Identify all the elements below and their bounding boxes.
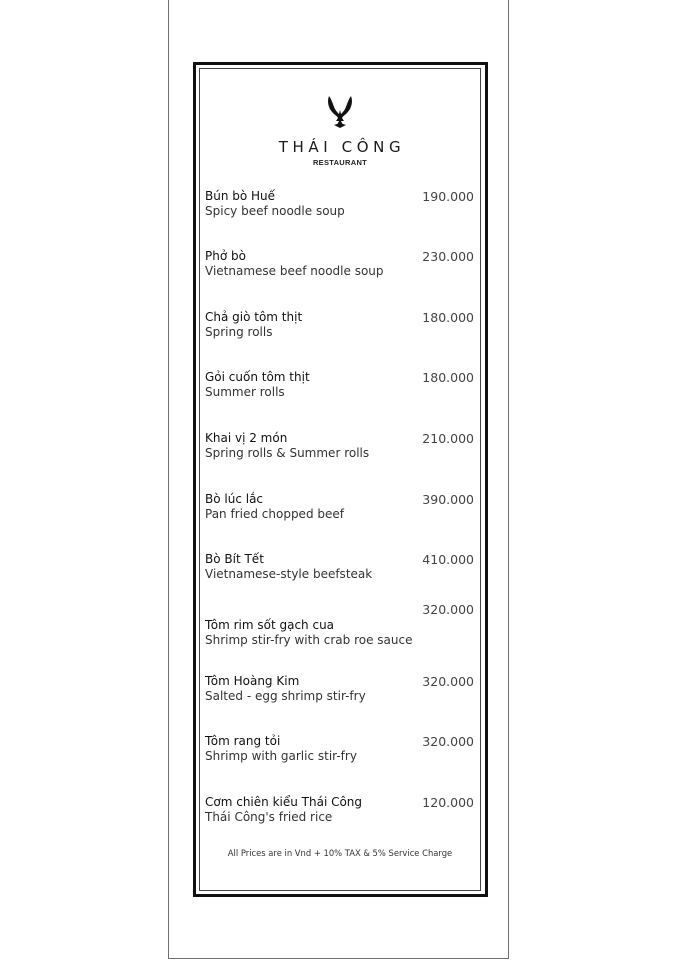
item-description: Spicy beef noodle soup <box>205 204 345 218</box>
item-price: 190.000 <box>422 189 474 204</box>
menu-item <box>205 734 475 770</box>
item-name: Tôm rim sốt gạch cua <box>205 618 335 632</box>
item-name: Phở bò <box>205 249 246 263</box>
item-name: Cơm chiên kiểu Thái Công <box>205 795 363 809</box>
item-price: 210.000 <box>422 431 474 446</box>
menu-item <box>205 795 475 831</box>
item-name: Gỏi cuốn tôm thịt <box>205 370 310 384</box>
item-description: Salted - egg shrimp stir-fry <box>205 689 366 703</box>
menu-item <box>205 431 475 467</box>
item-description: Spring rolls & Summer rolls <box>205 446 370 460</box>
item-price: 180.000 <box>422 310 474 325</box>
item-name: Khai vị 2 món <box>205 431 288 445</box>
item-name: Bò Bít Tết <box>205 552 264 566</box>
item-price: 320.000 <box>422 674 474 689</box>
item-description: Vietnamese-style beefsteak <box>205 567 373 581</box>
item-price: 180.000 <box>422 370 474 385</box>
menu-item <box>205 602 475 653</box>
item-description: Shrimp with garlic stir-fry <box>205 749 357 763</box>
menu-item <box>205 492 475 528</box>
menu-item <box>205 189 475 225</box>
menu-item <box>205 249 475 285</box>
menu-item <box>205 674 475 710</box>
item-price: 390.000 <box>422 492 474 507</box>
item-name: Chả giò tôm thịt <box>205 310 303 324</box>
menu-item <box>205 552 475 588</box>
eagle-logo-icon <box>326 94 354 130</box>
menu-item <box>205 370 475 406</box>
restaurant-name: THÁI CÔNG <box>278 138 406 156</box>
item-description: Thái Công's fried rice <box>205 810 333 824</box>
item-name: Tôm rang tỏi <box>205 734 281 748</box>
item-price: 410.000 <box>422 552 474 567</box>
item-price: 120.000 <box>422 795 474 810</box>
item-price: 320.000 <box>422 734 474 749</box>
item-description: Summer rolls <box>205 385 285 399</box>
item-description: Spring rolls <box>205 325 273 339</box>
item-name: Bún bò Huế <box>205 189 276 203</box>
item-name: Bò lúc lắc <box>205 492 264 506</box>
item-description: Pan fried chopped beef <box>205 507 344 521</box>
item-price: 320.000 <box>422 602 474 617</box>
item-description: Shrimp stir-fry with crab roe sauce <box>205 633 413 647</box>
item-description: Vietnamese beef noodle soup <box>205 264 384 278</box>
item-name: Tôm Hoàng Kim <box>205 674 300 688</box>
price-note: All Prices are in Vnd + 10% TAX & 5% Service Charge <box>227 848 453 858</box>
item-price: 230.000 <box>422 249 474 264</box>
menu-item <box>205 310 475 346</box>
restaurant-subtitle: RESTAURANT <box>312 158 368 167</box>
